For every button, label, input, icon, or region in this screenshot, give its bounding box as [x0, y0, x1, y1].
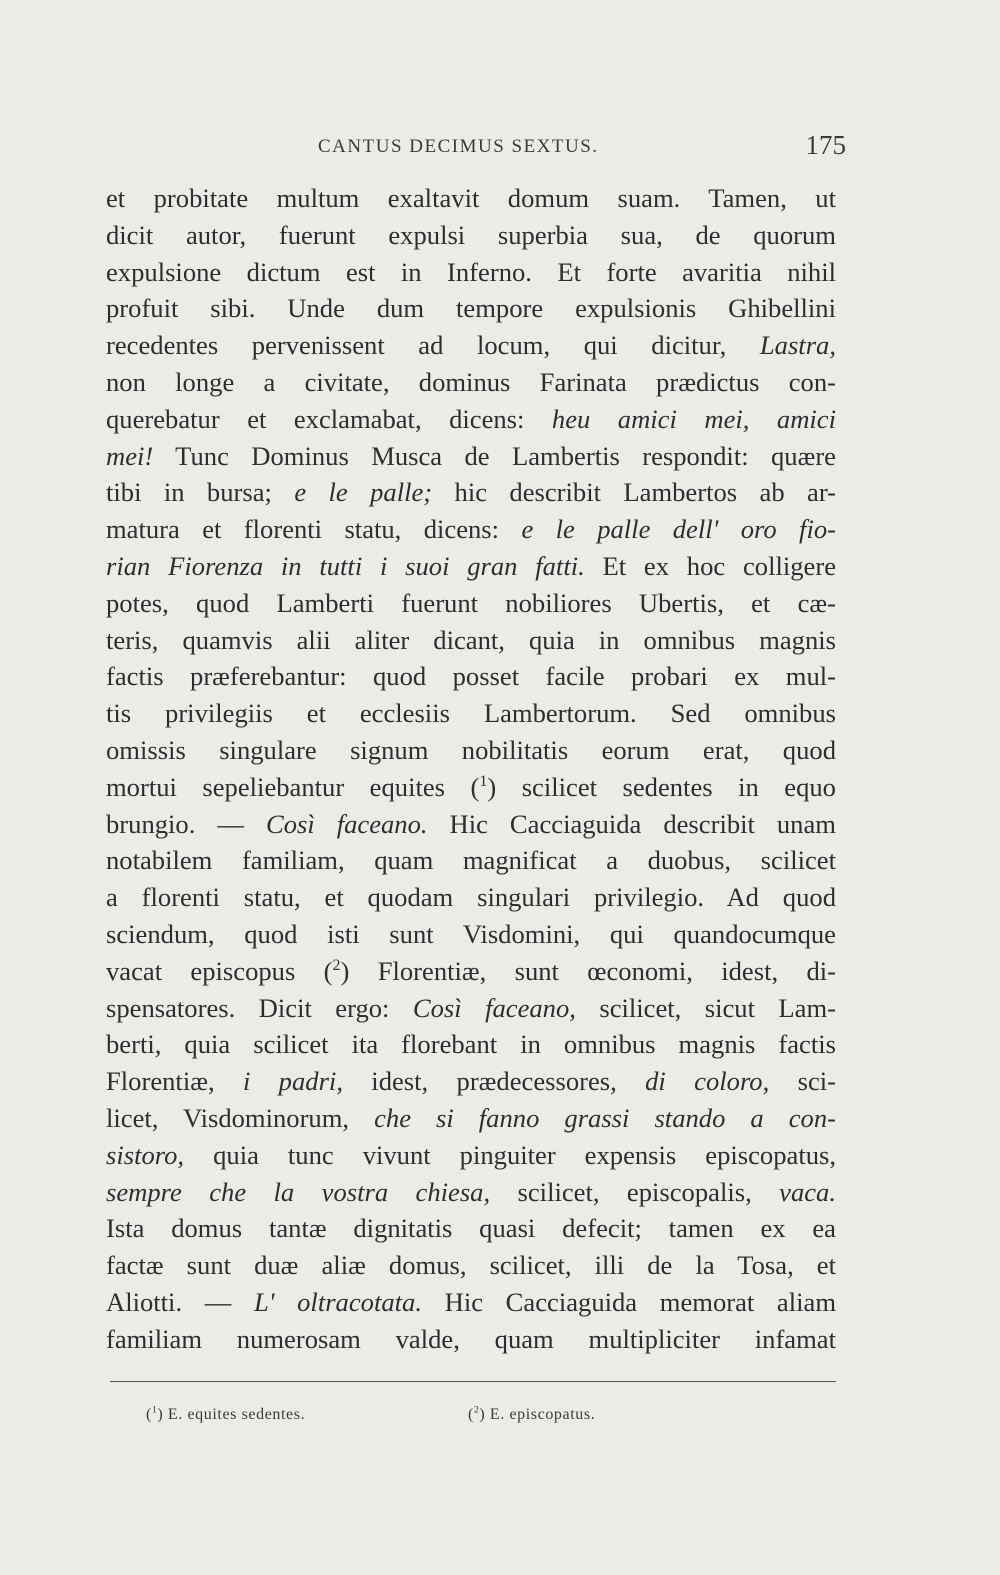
- text-segment: ) scilicet sedentes in equo: [487, 771, 836, 802]
- text-line: [106, 511, 836, 548]
- footnote-ref: 1: [479, 772, 488, 790]
- footnote-2-text: E. episcopatus.: [485, 1406, 596, 1423]
- text-line: [106, 1247, 836, 1284]
- text-line: [106, 1284, 836, 1321]
- text-line: [106, 1321, 836, 1358]
- text-line: [106, 1137, 836, 1174]
- text-segment: factis præferebantur: quod posset facile probari ex mul-: [106, 661, 836, 692]
- text-segment: tibi in bursa;: [106, 477, 295, 508]
- italic-text: Lastra,: [759, 330, 836, 361]
- text-segment: Hic Cacciaguida describit unam: [427, 808, 836, 839]
- text-segment: profuit sibi. Unde dum tempore expulsionis Ghibellini: [106, 293, 836, 324]
- italic-text: heu amici mei, amici: [551, 403, 836, 434]
- text-segment: potes, quod Lamberti fuerunt nobiliores Ubertis, et cæ-: [106, 587, 836, 618]
- text-line: [106, 364, 836, 401]
- text-segment: Ista domus tantæ dignitatis quasi defecit; tamen ex ea: [106, 1213, 836, 1244]
- text-segment: tis privilegiis et ecclesiis Lambertorum. Sed omnibus: [106, 698, 836, 729]
- text-segment: scilicet, episcopalis,: [490, 1176, 780, 1207]
- text-segment: hic describit Lambertos ab ar-: [432, 477, 836, 508]
- italic-text: Così faceano.: [265, 808, 428, 839]
- footnote-2-mark: 2: [473, 1404, 480, 1416]
- text-line: [106, 953, 836, 990]
- footnote-ref: 2: [332, 956, 341, 974]
- text-segment: notabilem familiam, quam magnificat a duobus, scilicet: [106, 845, 836, 876]
- text-segment: non longe a civitate, dominus Farinata prædictus con-: [106, 366, 836, 397]
- text-line: [106, 1210, 836, 1247]
- italic-text: che si fanno grassi stando a con-: [374, 1102, 836, 1133]
- text-line: [106, 622, 836, 659]
- text-line: [106, 1100, 836, 1137]
- text-line: [106, 217, 836, 254]
- text-segment: ) Florentiæ, sunt œconomi, idest, di-: [340, 955, 836, 986]
- text-segment: recedentes pervenissent ad locum, qui dicitur,: [106, 330, 760, 361]
- italic-text: di coloro,: [645, 1066, 770, 1097]
- italic-text: vaca.: [779, 1176, 836, 1207]
- text-line: [106, 732, 836, 769]
- text-line: [106, 401, 836, 438]
- text-segment: dicit autor, fuerunt expulsi superbia sua, de quorum: [106, 219, 836, 250]
- body-text: [106, 180, 836, 1358]
- text-segment: quia tunc vivunt pinguiter expensis episcopatus,: [184, 1139, 836, 1170]
- text-line: [106, 806, 836, 843]
- text-segment: Aliotti. —: [106, 1286, 254, 1317]
- italic-text: e le palle dell' oro fio-: [521, 514, 836, 545]
- text-line: [106, 290, 836, 327]
- italic-text: Così faceano,: [412, 992, 576, 1023]
- text-line: [106, 438, 836, 475]
- text-segment: querebatur et exclamabat, dicens:: [106, 403, 552, 434]
- text-line: [106, 585, 836, 622]
- text-line: [106, 695, 836, 732]
- italic-text: L' oltracotata.: [254, 1286, 422, 1317]
- text-segment: mortui sepeliebantur equites (: [106, 771, 480, 802]
- italic-text: sistoro,: [106, 1139, 185, 1170]
- text-segment: scilicet, sicut Lam-: [575, 992, 836, 1023]
- italic-text: rian Fiorenza in tutti i suoi gran fatti.: [106, 550, 585, 581]
- text-segment: Tunc Dominus Musca de Lambertis respondit: quære: [153, 440, 836, 471]
- text-line: [106, 180, 836, 217]
- text-line: [106, 474, 836, 511]
- footnote-rule: [110, 1381, 836, 1382]
- text-segment: vacat episcopus (: [106, 955, 333, 986]
- italic-text: sempre che la vostra chiesa,: [106, 1176, 491, 1207]
- text-segment: omissis singulare signum nobilitatis eorum erat, quod: [106, 734, 836, 765]
- text-segment: factæ sunt duæ aliæ domus, scilicet, illi de la Tosa, et: [106, 1250, 836, 1281]
- text-segment: spensatores. Dicit ergo:: [106, 992, 413, 1023]
- text-segment: Florentiæ,: [106, 1066, 243, 1097]
- text-segment: licet, Visdominorum,: [106, 1102, 375, 1133]
- text-line: [106, 327, 836, 364]
- italic-text: e le palle;: [294, 477, 433, 508]
- text-segment: sciendum, quod isti sunt Visdomini, qui quandocumque: [106, 918, 836, 949]
- page-header: [106, 130, 846, 172]
- footnote-1-mark: 1: [151, 1404, 158, 1416]
- text-line: [106, 1026, 836, 1063]
- text-line: [106, 548, 836, 585]
- text-segment: matura et florenti statu, dicens:: [106, 514, 522, 545]
- text-segment: berti, quia scilicet ita florebant in omnibus magnis factis: [106, 1029, 836, 1060]
- text-line: [106, 879, 836, 916]
- text-segment: Hic Cacciaguida memorat aliam: [421, 1286, 837, 1317]
- text-segment: et probitate multum exaltavit domum suam. Tamen, ut: [106, 183, 836, 213]
- footnote-1-text: E. equites sedentes.: [163, 1406, 306, 1423]
- running-title: CANTUS DECIMUS SEXTUS.: [318, 136, 599, 157]
- text-line: [106, 1063, 836, 1100]
- text-segment: expulsione dictum est in Inferno. Et forte avaritia nihil: [106, 256, 836, 287]
- text-segment: a florenti statu, et quodam singulari privilegio. Ad quod: [106, 882, 836, 913]
- italic-text: mei!: [106, 440, 154, 471]
- text-segment: idest, prædecessores,: [342, 1066, 646, 1097]
- footnote-1: ($^1$) E. equites sedentes.: [146, 1404, 306, 1423]
- text-line: [106, 842, 836, 879]
- text-line: [106, 1174, 836, 1211]
- page-number: 175: [805, 130, 846, 160]
- text-line: [106, 658, 836, 695]
- text-line: [106, 990, 836, 1027]
- text-segment: teris, quamvis alii aliter dicant, quia in omnibus magnis: [106, 624, 836, 655]
- text-line: [106, 769, 836, 806]
- text-segment: familiam numerosam valde, quam multipliciter infamat: [106, 1323, 836, 1354]
- footnote-2: ($^2$) E. episcopatus.: [468, 1404, 596, 1423]
- italic-text: i padri,: [242, 1066, 343, 1097]
- text-segment: sci-: [769, 1066, 836, 1097]
- text-line: [106, 254, 836, 291]
- text-line: [106, 916, 836, 953]
- text-segment: Et ex hoc colligere: [584, 550, 836, 581]
- text-segment: brungio. —: [106, 808, 266, 839]
